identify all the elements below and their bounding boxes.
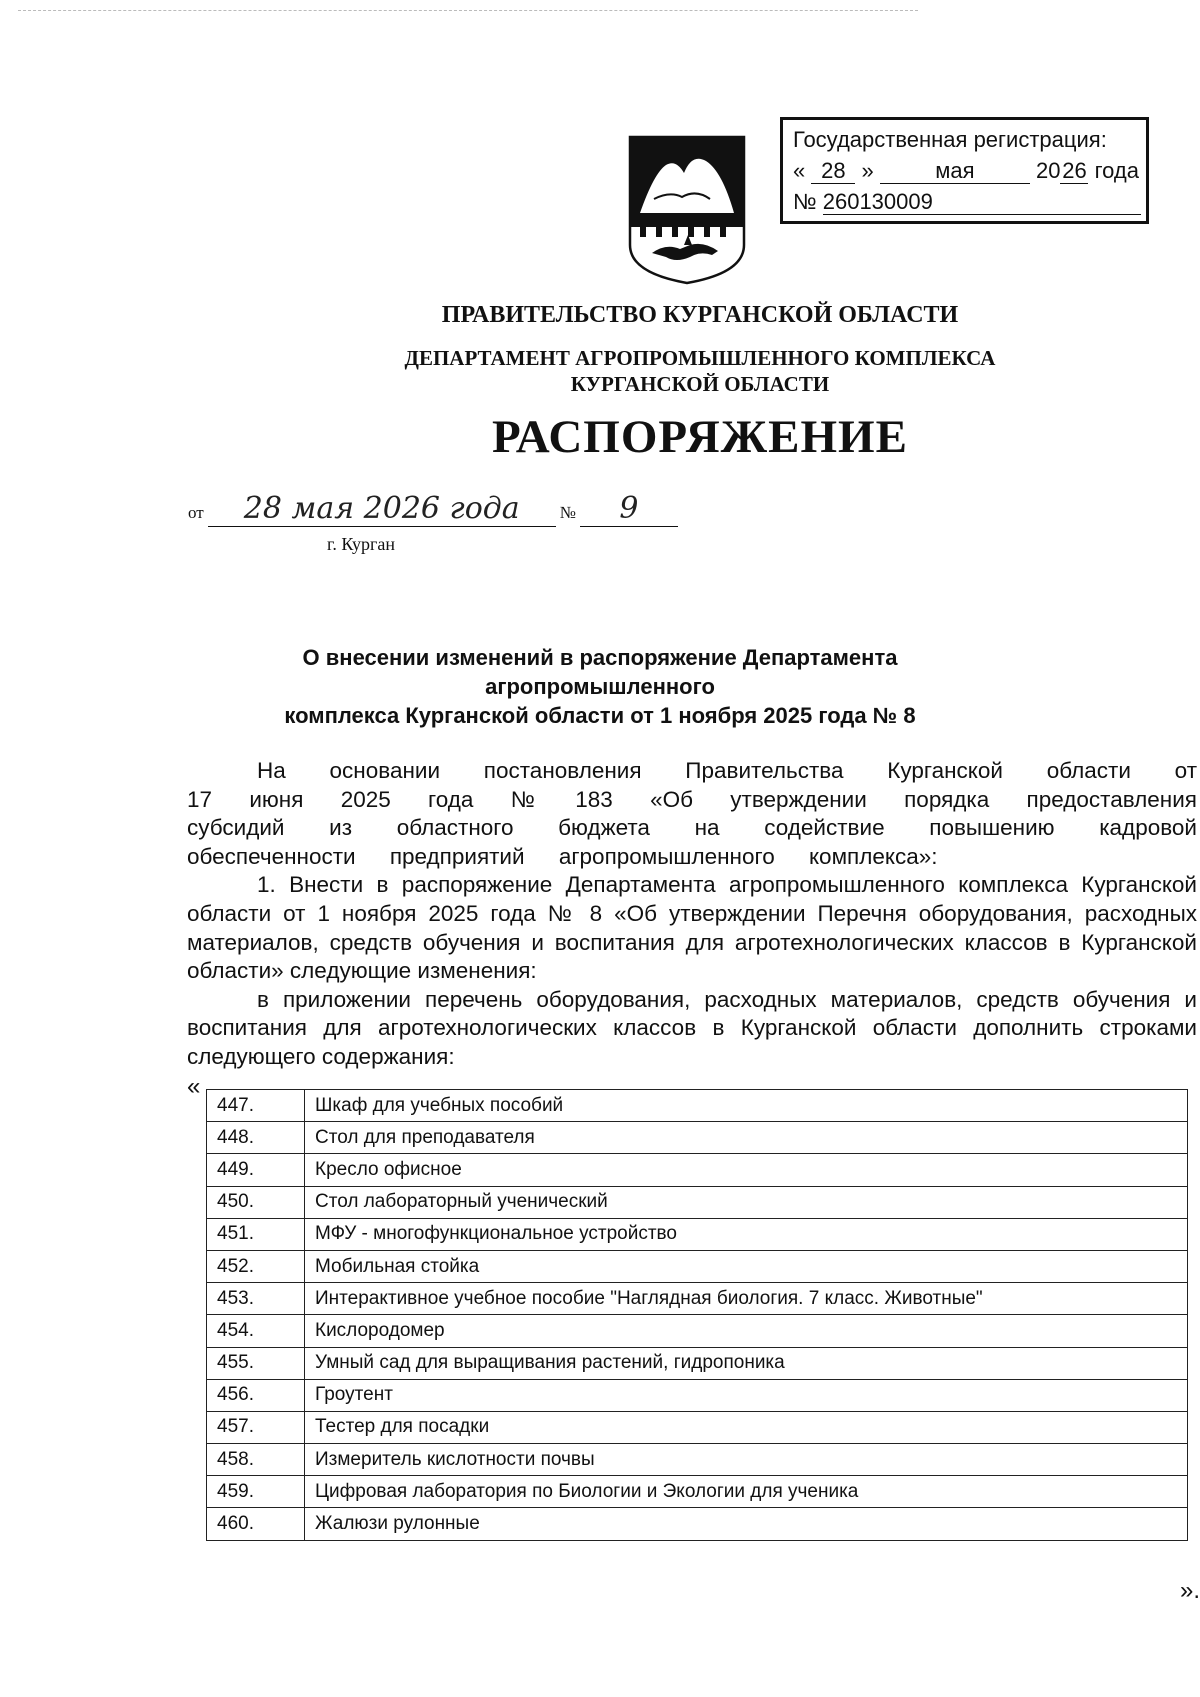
date-number-line [188, 492, 688, 552]
department-line-1: ДЕПАРТАМЕНТ АГРОПРОМЫШЛЕННОГО КОМПЛЕКСА [404, 346, 996, 370]
table-row [207, 1508, 1188, 1540]
table-row [207, 1411, 1188, 1443]
table-row [207, 1444, 1188, 1476]
item-number: 452. [207, 1250, 305, 1282]
item-number: 451. [207, 1218, 305, 1250]
registration-day: 28 [811, 159, 855, 184]
paragraph-item-1: 1. Внести в распоряжение Департамента агропромышленного комплекса Курганской области от 1 ноября 2025 года № 8 «Об утверждении Перечня оборудования, расходных материалов, средств обучения и воспитания для агротехнологических классов в Курганской области» следующие изменения: [187, 872, 1197, 984]
table-row [207, 1186, 1188, 1218]
registration-stamp [780, 117, 1149, 224]
document-body [187, 757, 1197, 1072]
item-number: 457. [207, 1411, 305, 1443]
item-number: 456. [207, 1379, 305, 1411]
table-row [207, 1218, 1188, 1250]
government-name: ПРАВИТЕЛЬСТВО КУРГАНСКОЙ ОБЛАСТИ [441, 302, 959, 328]
registration-year-word: года [1094, 158, 1139, 183]
document-title-line-1: О внесении изменений в распоряжение Департамента агропромышленного [302, 645, 898, 699]
registration-number-row [793, 186, 1136, 217]
item-name: Кислородомер [305, 1315, 1188, 1347]
item-name: Стол для преподавателя [305, 1122, 1188, 1154]
item-name: Интерактивное учебное пособие "Наглядная биология. 7 класс. Животные" [305, 1283, 1188, 1315]
item-name: Мобильная стойка [305, 1250, 1188, 1282]
item-name: Умный сад для выращивания растений, гидропоника [305, 1347, 1188, 1379]
item-number: 447. [207, 1090, 305, 1122]
registration-number-label: № [793, 189, 817, 214]
city-name: г. Курган [327, 534, 396, 554]
item-name: Шкаф для учебных пособий [305, 1090, 1188, 1122]
item-number: 453. [207, 1283, 305, 1315]
item-number: 454. [207, 1315, 305, 1347]
scan-edge-line [18, 10, 918, 11]
item-name: Тестер для посадки [305, 1411, 1188, 1443]
handwritten-date: 28 мая 2026 года [208, 492, 556, 527]
item-number: 449. [207, 1154, 305, 1186]
table-row [207, 1315, 1188, 1347]
paragraph-basis: На основании постановления Правительства Курганской области от 17 июня 2025 года № 183 «Об утверждении порядка предоставления субсидий из областного бюджета на содействие повышению кадровой обеспеченности предприятий агропромышленного комплекса»: [187, 758, 1197, 869]
registration-quote-open: « [793, 158, 806, 183]
item-number: 455. [207, 1347, 305, 1379]
registration-number: 260130009 [823, 190, 1141, 215]
table-quote-open: « [187, 1073, 201, 1100]
item-name: Стол лабораторный ученический [305, 1186, 1188, 1218]
registration-heading: Государственная регистрация: [793, 127, 1107, 152]
table-quote-close: ». [1180, 1577, 1200, 1604]
item-number: 460. [207, 1508, 305, 1540]
document-type: РАСПОРЯЖЕНИЕ [492, 411, 908, 463]
table-row [207, 1347, 1188, 1379]
department-name [300, 345, 1100, 397]
item-number: 459. [207, 1476, 305, 1508]
date-from-label: от [188, 503, 204, 522]
item-number: 450. [207, 1186, 305, 1218]
document-title-line-2: комплекса Курганской области от 1 ноября 2025 года № 8 [284, 703, 916, 728]
table-row [207, 1283, 1188, 1315]
table-row [207, 1379, 1188, 1411]
item-name: Гроутент [305, 1379, 1188, 1411]
table-row [207, 1154, 1188, 1186]
table-row [207, 1090, 1188, 1122]
item-name: Кресло офисное [305, 1154, 1188, 1186]
document-title [200, 643, 1000, 730]
registration-quote-close: » [861, 158, 874, 183]
paragraph-appendix: в приложении перечень оборудования, расходных материалов, средств обучения и воспитания для агротехнологических классов в Курганской области дополнить строками следующего содержания: [187, 986, 1197, 1069]
registration-year-prefix: 20 [1036, 158, 1061, 183]
item-number: 458. [207, 1444, 305, 1476]
registration-year-suffix: 26 [1062, 158, 1087, 183]
table-row [207, 1476, 1188, 1508]
table-row [207, 1122, 1188, 1154]
item-name: Жалюзи рулонные [305, 1508, 1188, 1540]
coat-of-arms-icon [626, 133, 748, 285]
date-number-label: № [559, 503, 576, 522]
item-name: Цифровая лаборатория по Биологии и Экологии для ученика [305, 1476, 1188, 1508]
table-row [207, 1250, 1188, 1282]
items-table [206, 1089, 1188, 1541]
department-line-2: КУРГАНСКОЙ ОБЛАСТИ [570, 372, 830, 396]
handwritten-number: 9 [580, 492, 678, 527]
item-name: МФУ - многофункциональное устройство [305, 1218, 1188, 1250]
item-number: 448. [207, 1122, 305, 1154]
item-name: Измеритель кислотности почвы [305, 1444, 1188, 1476]
registration-month: мая [880, 159, 1030, 184]
registration-date [793, 155, 1139, 186]
